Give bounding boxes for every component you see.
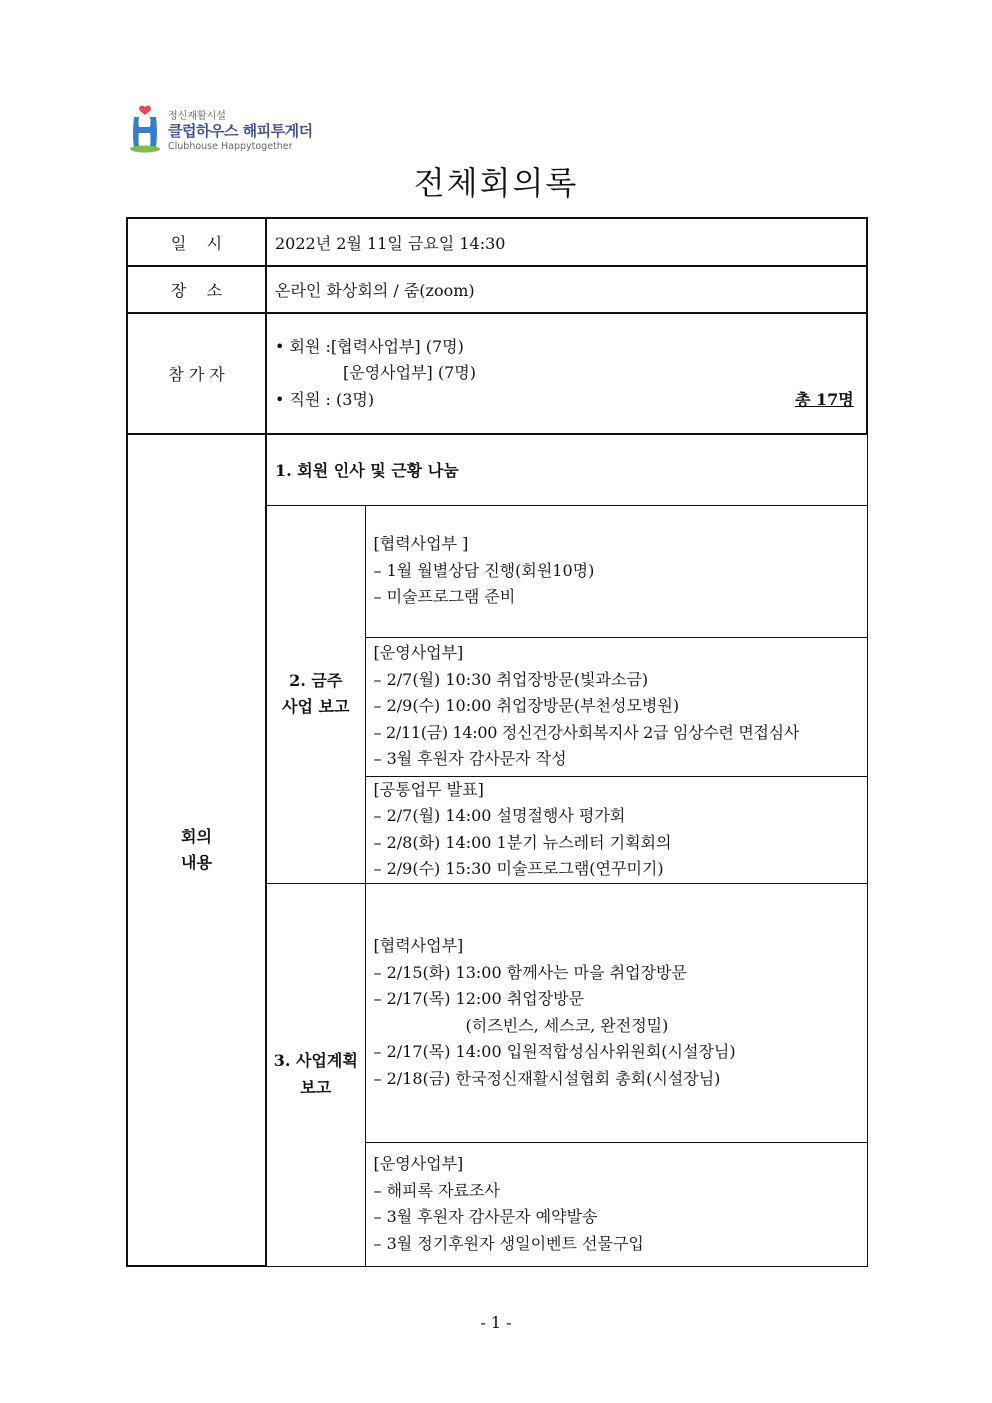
place-row [127, 266, 867, 313]
attendees-staff [275, 387, 866, 414]
s2-coop-line: – 1월 월별상담 진행(회원10명) [373, 560, 595, 580]
s3-coop-line: – 2/15(화) 13:00 함께사는 마을 취업장방문 [373, 962, 687, 982]
section1-row [127, 434, 867, 505]
s2-common-line: – 2/7(월) 14:00 설명절행사 평가회 [373, 806, 626, 825]
s3-ops-line: – 3월 정기후원자 생일이벤트 선물구입 [373, 1233, 644, 1253]
s3-coop-line: [협력사업부] [373, 936, 464, 955]
section3-coop [365, 883, 867, 1142]
place-value: 온라인 화상회의 / 줌(zoom) [266, 266, 867, 313]
logo [128, 103, 328, 155]
section2-label [266, 505, 365, 883]
s2-ops-line: – 2/9(수) 10:00 취업장방문(부천성모병원) [373, 696, 680, 716]
s3-coop-line: (히즈빈스, 세스코, 완전정밀) [465, 1015, 669, 1035]
section2-coop [365, 505, 867, 637]
s2-ops-line: – 2/7(월) 10:30 취업장방문(빛과소금) [373, 669, 649, 689]
s2-ops-line: – 3월 후원자 감사문자 작성 [373, 749, 567, 769]
s2-coop-line: [협력사업부 ] [373, 534, 469, 554]
content-label [127, 434, 266, 1266]
s3-coop-line: – 2/17(목) 14:00 입원적합성심사위원회(시설장님) [373, 1042, 736, 1061]
section2-common [365, 776, 867, 883]
s2-ops-line: – 2/11(금) 14:00 정신건강사회복지사 2급 임상수련 면접심사 [373, 722, 799, 742]
s3-coop-line: – 2/18(금) 한국정신재활시설협회 총회(시설장님) [373, 1068, 721, 1088]
content-label-line2: 내용 [181, 853, 212, 872]
section3-ops [365, 1142, 867, 1266]
section2-label-line2: 사업 보고 [282, 697, 350, 716]
section2-label-line1: 2. 금주 [289, 670, 343, 690]
s2-common-line: – 2/8(화) 14:00 1분기 뉴스레터 기획회의 [373, 832, 672, 852]
logo-english-name: Clubhouse Happytogether [168, 141, 293, 152]
s3-ops-line: – 해피록 자료조사 [373, 1180, 500, 1200]
s3-ops-line: – 3월 후원자 감사문자 예약발송 [373, 1207, 598, 1226]
page-number: - 1 - [480, 1313, 512, 1332]
logo-name: 클럽하우스 해피투게더 [168, 122, 313, 140]
logo-subtitle: 정신재활시설 [168, 111, 226, 122]
attendees-row [127, 313, 867, 434]
date-row [127, 218, 867, 266]
s3-ops-line: [운영사업부] [373, 1154, 464, 1173]
date-value: 2022년 2월 11일 금요일 14:30 [266, 218, 867, 266]
page-title: 전체회의록 [413, 164, 579, 202]
content-label-line1: 회의 [181, 826, 212, 846]
s2-ops-line: [운영사업부] [373, 643, 464, 663]
place-label: 장 소 [127, 266, 266, 313]
attendees-cell [266, 313, 867, 434]
attendees-members-ops: [운영사업부] (7명) [343, 363, 476, 383]
s2-common-line: – 2/9(수) 15:30 미술프로그램(연꾸미기) [373, 859, 664, 878]
s2-common-line: [공통업무 발표] [373, 779, 484, 799]
section3-label-line1: 3. 사업계획 [273, 1051, 358, 1070]
section2-ops [365, 637, 867, 776]
attendees-label: 참 가 자 [127, 313, 266, 434]
section1-title: 1. 회원 인사 및 근황 나눔 [266, 434, 867, 505]
attendees-total: 총 17명 [795, 389, 854, 409]
minutes-table [126, 217, 868, 1267]
date-label: 일 시 [127, 218, 266, 266]
s2-coop-line: – 미술프로그램 준비 [373, 587, 516, 607]
attendees-staff-text: • 직원 : (3명) [275, 389, 375, 409]
clubhouse-logo-icon [128, 105, 162, 153]
section3-label [266, 883, 365, 1266]
attendees-members: • 회원 :[협력사업부] (7명) [275, 336, 464, 356]
s3-coop-line: – 2/17(목) 12:00 취업장방문 [373, 989, 585, 1008]
section3-label-line2: 보고 [300, 1077, 332, 1097]
